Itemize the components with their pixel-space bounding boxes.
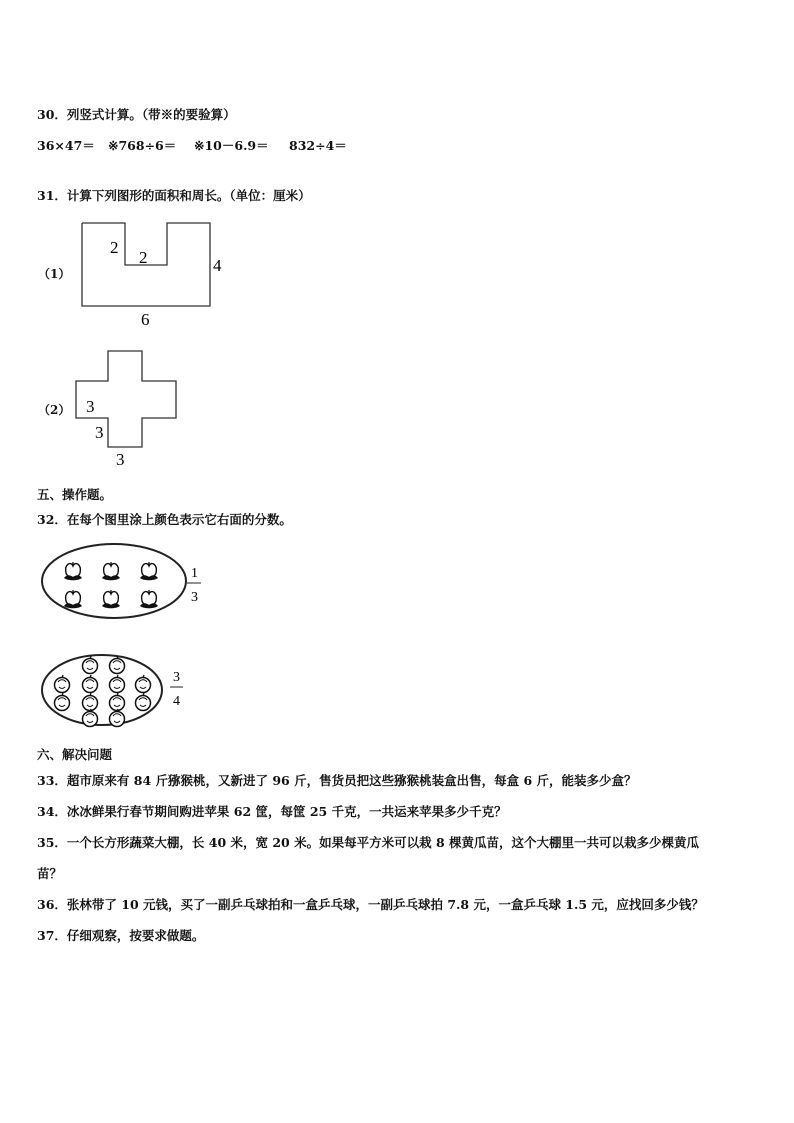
dim-notch-depth: 2 <box>110 238 119 257</box>
apple-icon <box>83 693 98 711</box>
problem-36: 36．张林带了 10 元钱，买了一副乒乓球拍和一盒乒乓球，一副乒乓球拍 7.8 元，一盒乒乓球 1.5 元，应找回多少钱？ <box>37 897 704 912</box>
q32-title: 32．在每个图里涂上颜色表示它右面的分数。 <box>37 512 292 527</box>
fraction-1-denominator: 3 <box>191 590 198 605</box>
fraction-1 <box>184 564 208 610</box>
apple-icon <box>110 693 125 711</box>
figure2-cross-shape <box>70 345 190 470</box>
peach-icon <box>140 590 158 608</box>
problem-35-cont: 苗？ <box>37 866 63 881</box>
fraction-2-numerator: 3 <box>173 670 180 685</box>
dim-width: 6 <box>141 310 150 329</box>
problem-33: 33．超市原来有 84 斤猕猴桃，又新进了 96 斤，售货员把这些猕猴桃装盒出售，每盒 6 斤，能装多少盒？ <box>37 773 637 788</box>
fraction-2-denominator: 4 <box>173 694 180 709</box>
apple-icon <box>83 709 98 727</box>
peach-icon <box>64 590 82 608</box>
apple-icon <box>83 656 98 674</box>
section6-title: 六、解决问题 <box>37 747 113 762</box>
section5-title: 五、操作题。 <box>37 487 113 502</box>
dim-c: 3 <box>116 450 125 469</box>
apple-icon <box>55 693 70 711</box>
apple-icon <box>136 675 151 693</box>
problem-34: 34．冰冰鲜果行春节期间购进苹果 62 筐，每筐 25 千克，一共运来苹果多少千克？ <box>37 804 507 819</box>
calc-item-1: 36×47＝ <box>37 138 95 153</box>
oval-group-2 <box>38 648 178 736</box>
q31-title: 31．计算下列图形的面积和周长。（单位：厘米） <box>37 188 311 203</box>
apple-icon <box>83 675 98 693</box>
calc-item-2: ※768÷6＝ <box>108 138 177 153</box>
figure1-label: （1） <box>38 267 71 281</box>
peach-icon <box>140 562 158 580</box>
oval-group-1 <box>38 540 208 625</box>
problem-37: 37．仔细观察，按要求做题。 <box>37 928 205 943</box>
fraction-2 <box>168 668 192 714</box>
peach-icon <box>64 562 82 580</box>
calc-item-3: ※10－6.9＝ <box>194 138 269 153</box>
dim-a: 3 <box>86 397 95 416</box>
figure1-u-shape <box>70 215 240 330</box>
peach-icon <box>102 562 120 580</box>
dim-height: 4 <box>213 256 222 275</box>
apple-icon <box>110 709 125 727</box>
peach-icon <box>102 590 120 608</box>
figure2-label: （2） <box>38 403 71 417</box>
apple-icon <box>110 656 125 674</box>
q30-title: 30．列竖式计算。（带※的要验算） <box>37 107 236 122</box>
dim-notch-width: 2 <box>139 248 148 267</box>
apple-icon <box>136 693 151 711</box>
problem-35: 35．一个长方形蔬菜大棚，长 40 米，宽 20 米。如果每平方米可以栽 8 棵黄瓜苗，这个大棚里一共可以栽多少棵黄瓜 <box>37 835 699 850</box>
apple-icon <box>110 675 125 693</box>
apple-icon <box>55 675 70 693</box>
calc-item-4: 832÷4＝ <box>289 138 347 153</box>
dim-b: 3 <box>95 423 104 442</box>
fraction-1-numerator: 1 <box>191 566 198 581</box>
